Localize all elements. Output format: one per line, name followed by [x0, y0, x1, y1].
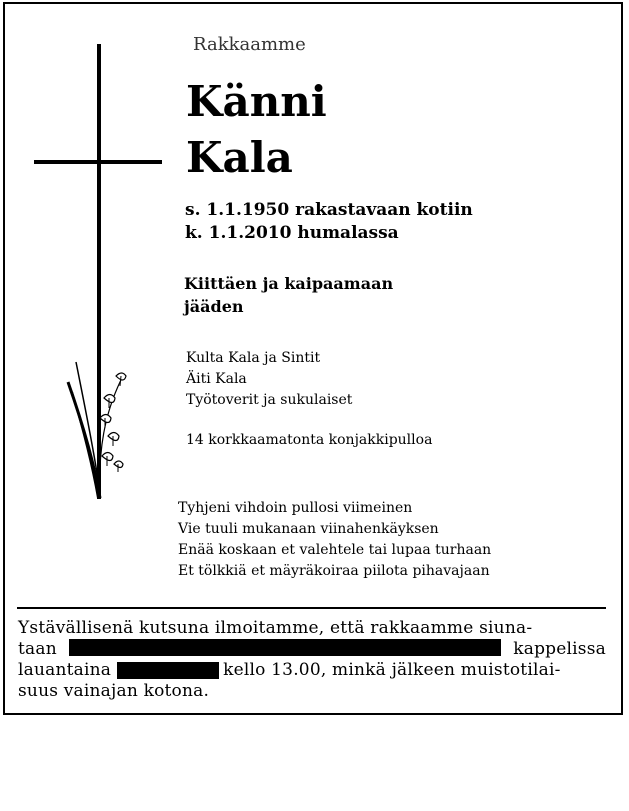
- deceased-last-name: Kala: [186, 133, 293, 182]
- funeral-announcement: [18, 618, 606, 702]
- thanks-line: jääden: [184, 297, 244, 316]
- memorial-poem: [178, 498, 491, 582]
- section-divider: [17, 607, 606, 609]
- announcement-line: [18, 639, 606, 660]
- deceased-first-name: Känni: [186, 77, 327, 126]
- memorial-gift: 14 korkkaamatonta konjakkipulloa: [186, 432, 433, 448]
- thanks-text: [184, 272, 393, 318]
- announcement-line: suus vainajan kotona.: [18, 681, 210, 701]
- cross-horizontal-beam: [34, 160, 162, 164]
- poem-line: Enää koskaan et valehtele tai lupaa turhaan: [178, 542, 492, 558]
- announcement-text: kello 13.00, minkä jälkeen muistotilai-: [223, 660, 561, 680]
- redacted-chapel-name: [69, 639, 501, 656]
- death-date: k. 1.1.2010 humalassa: [185, 223, 399, 243]
- birth-date: s. 1.1.1950 rakastavaan kotiin: [185, 200, 473, 220]
- thanks-line: Kiittäen ja kaipaamaan: [184, 274, 394, 293]
- poem-line: Et tölkkiä et mäyräkoiraa piilota pihavajaan: [178, 563, 490, 579]
- announcement-line: [18, 660, 606, 681]
- mourner-item: Äiti Kala: [186, 371, 247, 387]
- life-dates: [185, 199, 473, 245]
- lily-of-the-valley-icon: [64, 352, 136, 500]
- poem-line: Vie tuuli mukanaan viinahenkäyksen: [178, 521, 439, 537]
- mourner-item: Työtoverit ja sukulaiset: [186, 392, 353, 408]
- announcement-text: lauantaina: [18, 660, 112, 680]
- poem-line: Tyhjeni vihdoin pullosi viimeinen: [178, 500, 413, 516]
- intro-text: Rakkaamme: [193, 34, 306, 55]
- announcement-text: taan: [18, 639, 57, 659]
- mourner-item: Kulta Kala ja Sintit: [186, 350, 321, 366]
- redacted-date: [117, 662, 219, 679]
- announcement-text: kappelissa: [513, 639, 606, 659]
- announcement-line: Ystävällisenä kutsuna ilmoitamme, että rakkaamme siuna-: [18, 618, 533, 638]
- mourners-list: [186, 348, 352, 411]
